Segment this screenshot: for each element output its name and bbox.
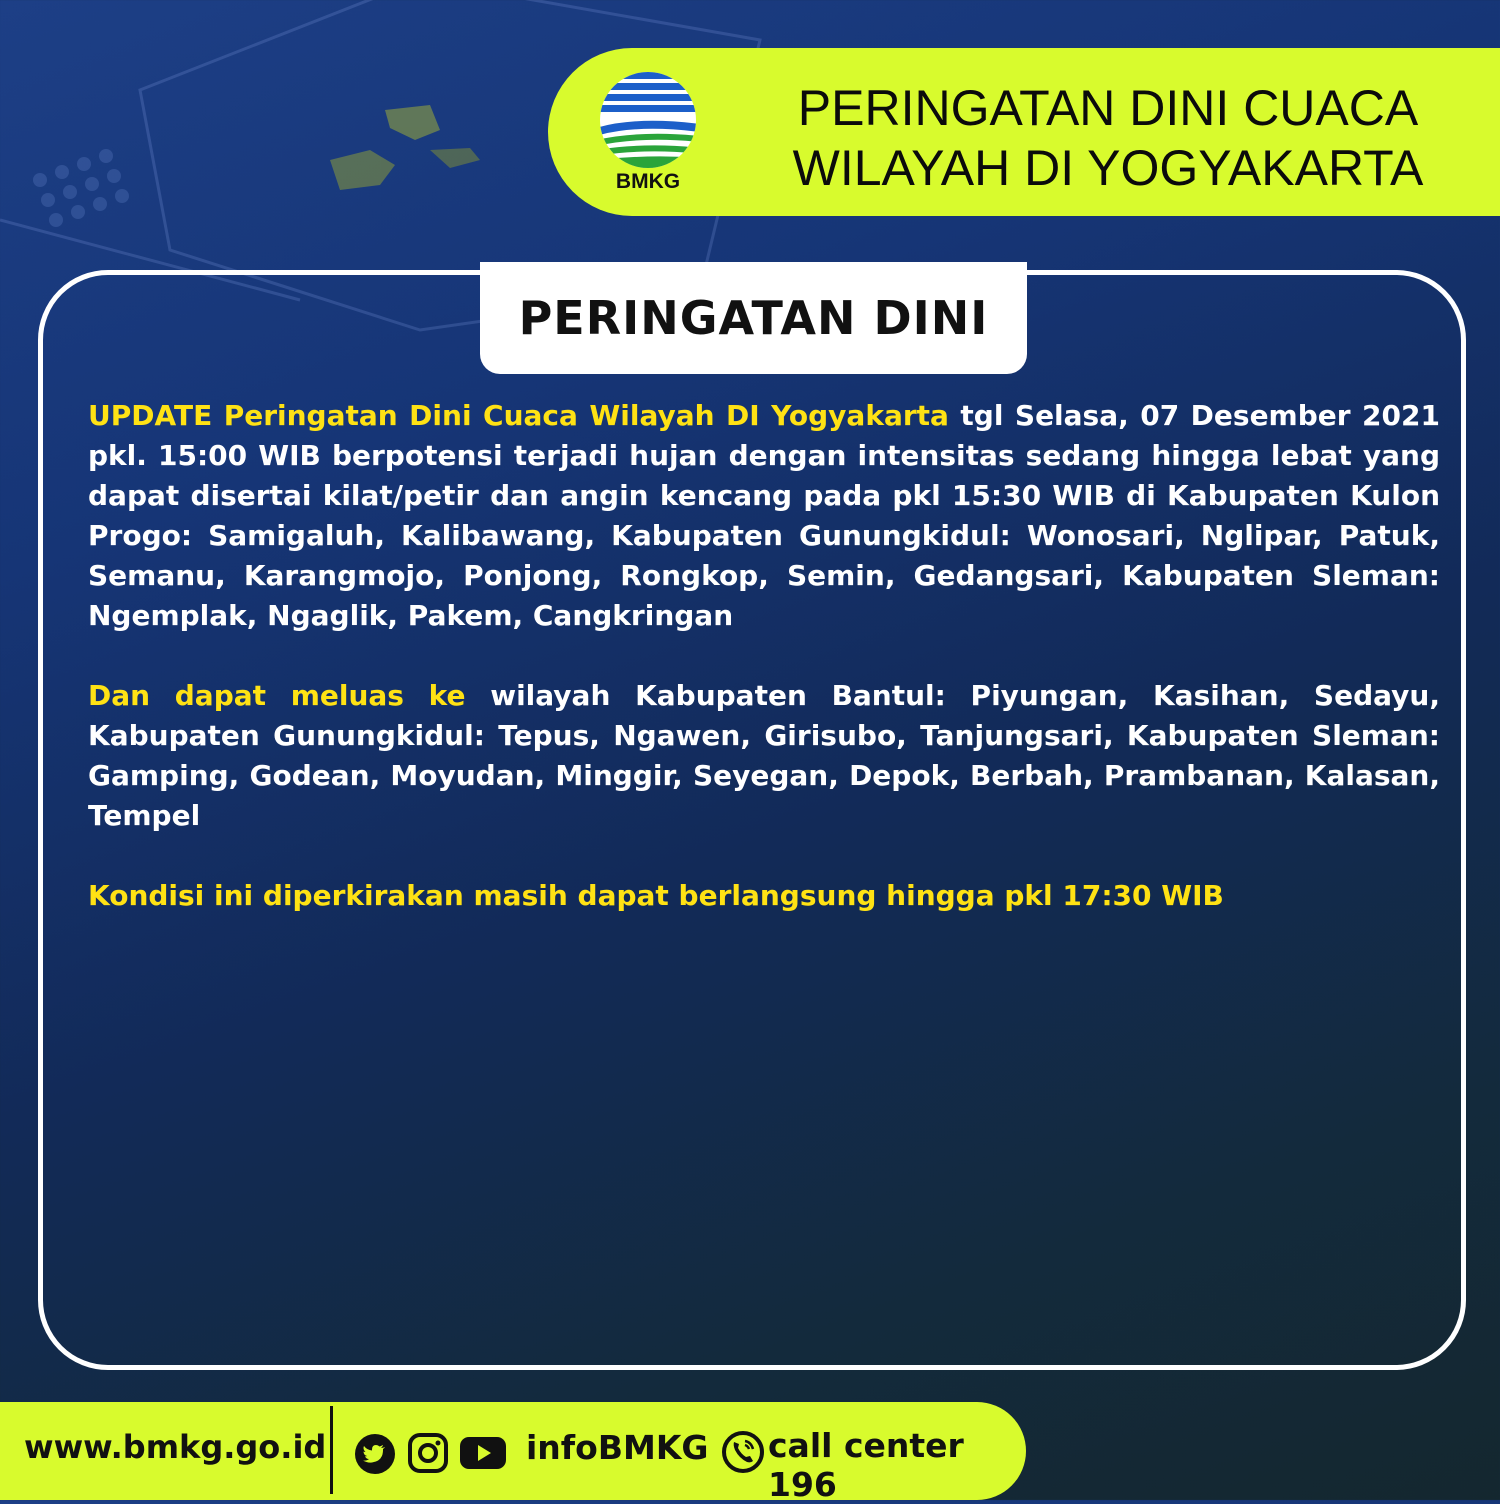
panel-title: PERINGATAN DINI: [518, 291, 989, 345]
logo-text: BMKG: [615, 170, 681, 193]
warning-expand-text: wilayah Kabupaten Bantul: Piyungan, Kasihan, Sedayu, Kabupaten Gunungkidul: Tepus, Ngawen, Girisubo, Tanjungsari, Kabupaten Sleman: Gamping, Godean, Moyudan, Minggir, Seyegan, Depok, Berbah, Prambanan, Kalasan, Tempel: [88, 679, 1440, 832]
warning-content: [88, 396, 1440, 956]
call-center[interactable]: call center 196: [768, 1426, 964, 1504]
header-title-line2: WILAYAH DI YOGYAKARTA: [792, 140, 1424, 196]
header-banner: [548, 48, 1500, 216]
warning-expand-highlight: Dan dapat meluas ke: [88, 679, 466, 712]
warning-paragraph-2: [88, 676, 1440, 836]
footer-bar: [0, 1402, 1026, 1504]
instagram-icon[interactable]: [407, 1432, 449, 1474]
header-title-line1: PERINGATAN DINI CUACA: [797, 80, 1419, 136]
bmkg-logo-icon: [596, 70, 700, 194]
warning-paragraph-1: [88, 396, 1440, 636]
youtube-icon[interactable]: [459, 1436, 507, 1470]
panel-title-tab: [480, 262, 1027, 374]
phone-icon: [721, 1430, 765, 1474]
website-link[interactable]: www.bmkg.go.id: [24, 1428, 327, 1466]
twitter-icon[interactable]: [354, 1433, 396, 1475]
warning-paragraph-3: [88, 876, 1440, 916]
warning-update-text: tgl Selasa, 07 Desember 2021 pkl. 15:00 WIB berpotensi terjadi hujan dengan intensitas sedang hingga lebat yang dapat disertai kilat/petir dan angin kencang pada pkl 15:30 WIB di Kabupaten Kulon Progo: Samigaluh, Kalibawang, Kabupaten Gunungkidul: Wonosari, Nglipar, Patuk, Semanu, Karangmojo, Ponjong, Rongkop, Semin, Gedangsari, Kabupaten Sleman: Ngemplak, Ngaglik, Pakem, Cangkringan: [88, 399, 1440, 632]
footer-divider: [330, 1406, 333, 1494]
social-handle[interactable]: infoBMKG: [526, 1428, 709, 1467]
header-title: [778, 78, 1438, 198]
warning-update-highlight: UPDATE Peringatan Dini Cuaca Wilayah DI Yogyakarta: [88, 399, 949, 432]
warning-duration-text: Kondisi ini diperkirakan masih dapat berlangsung hingga pkl 17:30 WIB: [88, 879, 1224, 912]
